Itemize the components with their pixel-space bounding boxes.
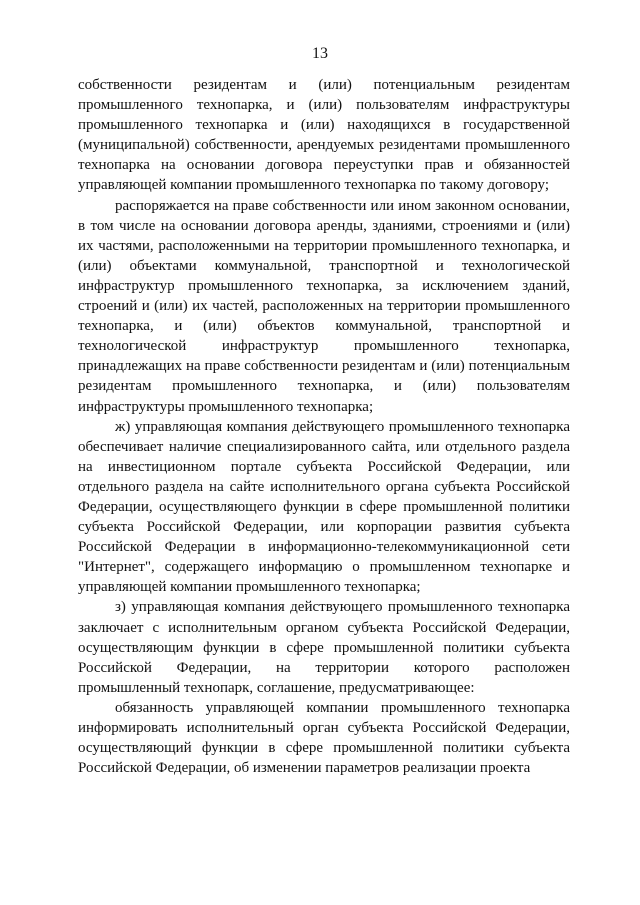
page-number: 13 — [312, 45, 328, 62]
document-body — [78, 75, 570, 778]
paragraph-continuation: собственности резидентам и (или) потенциальным резидентам промышленного технопарка, и (или) пользователям инфраструктуры промышленного технопарка и (или) находящихся в государственной (муниципальной) собственности, арендуемых резидентами промышленного технопарка на основании договора переуступки прав и обязанностей управляющей компании промышленного технопарка по такому договору; — [78, 77, 570, 194]
paragraph-disposal-rights: распоряжается на праве собственности или ином законном основании, в том числе на основании договора аренды, зданиями, строениями и (или) их частями, расположенными на территории промышленного технопарка, и (или) объектами коммунальной, транспортной и технологической инфраструктур промышленного технопарка, за исключением зданий, строений и (или) их частей, расположенных на территории промышленного технопарка, и (или) объектов коммунальной, транспортной и технологической инфраструктур промышленного технопарка, принадлежащих на праве собственности резидентам и (или) потенциальным резидентам промышленного технопарка, и (или) пользователям инфраструктуры промышленного технопарка; — [78, 197, 570, 415]
paragraph-obligation: обязанность управляющей компании промышленного технопарка информировать исполнительный орган субъекта Российской Федерации, осуществляющий функции в сфере промышленной политики субъекта Российской Федерации, об изменении параметров реализации проекта — [78, 699, 570, 777]
paragraph-item-z: з) управляющая компания действующего промышленного технопарка заключает с исполнительным органом субъекта Российской Федерации, осуществляющим функции в сфере промышленной политики субъекта Российской Федерации, на территории которого расположен промышленный технопарк, соглашение, предусматривающее: — [78, 599, 570, 696]
paragraph-item-zh: ж) управляющая компания действующего промышленного технопарка обеспечивает наличие специализированного сайта, или отдельного раздела на инвестиционном портале субъекта Российской Федерации, или отдельного раздела на сайте исполнительного органа субъекта Российской Федерации, осуществляющего функции в сфере промышленной политики субъекта Российской Федерации, или корпорации развития субъекта Российской Федерации в информационно-телекоммуникационной сети "Интернет", содержащего информацию о промышленном технопарке и управляющей компании промышленного технопарка; — [78, 418, 570, 596]
